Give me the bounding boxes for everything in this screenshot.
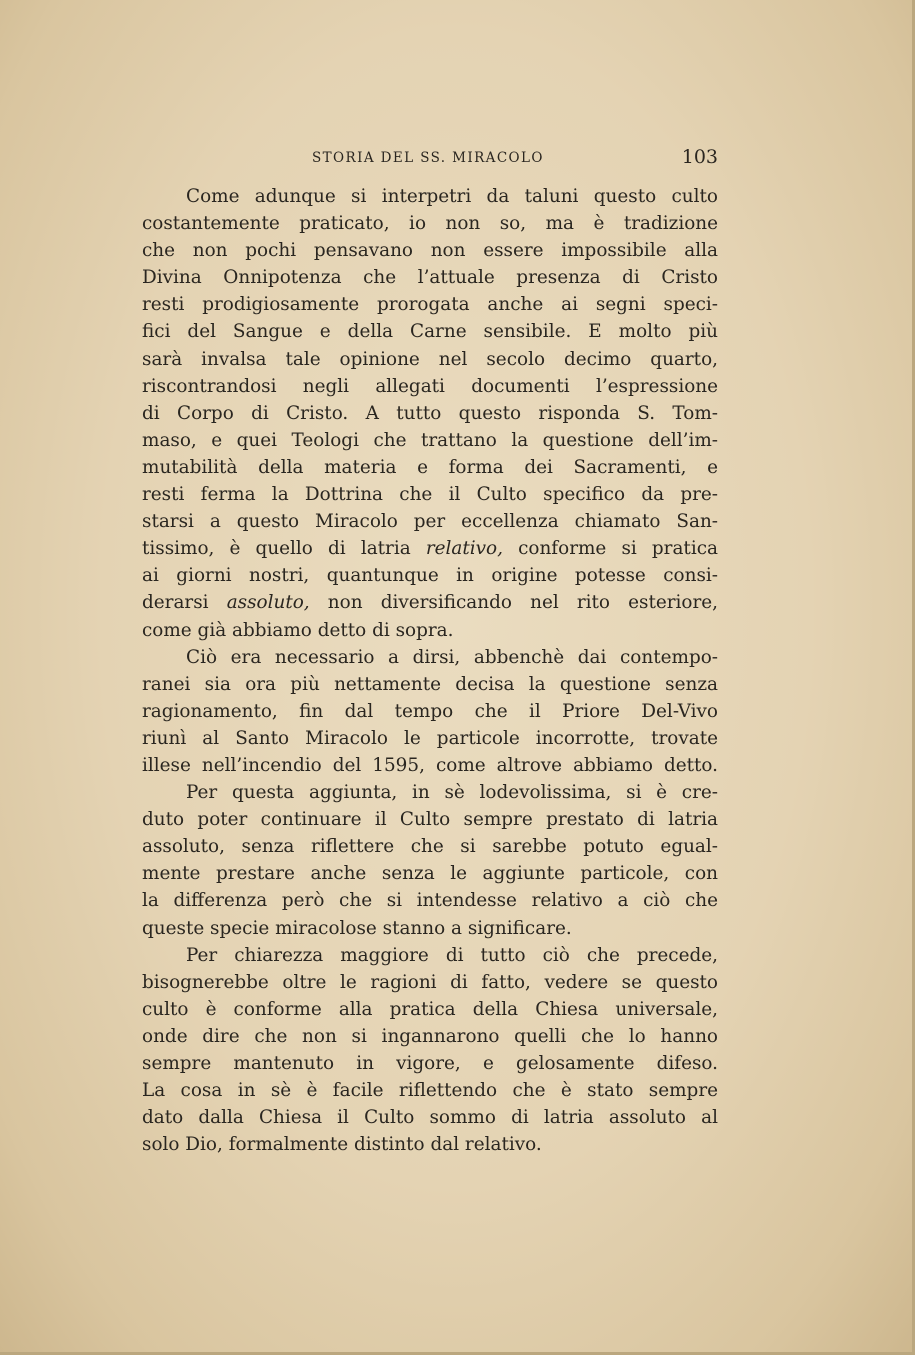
text-line: sempre mantenuto in vigore, e gelosamente difeso. [142,1053,718,1074]
text-segment: conforme si pratica [518,538,718,560]
text-line: mutabilità della materia e forma dei Sacramenti, e [142,456,718,478]
text-line: resti ferma la Dottrina che il Culto specifico da pre- [142,484,718,506]
paragraph-1 [142,183,718,644]
text-line: dato dalla Chiesa il Culto sommo di latria assoluto al [142,1107,718,1129]
text-line: Per chiarezza maggiore di tutto ciò che precede, [186,944,718,966]
text-line: ragionamento, fin dal tempo che il Priore Del-Vivo [142,700,718,722]
text-line: costantemente praticato, io non so, ma è tradizione [142,213,718,235]
text-line-with-italic [142,535,718,562]
text-segment: non diversificando nel rito esteriore, [327,592,718,614]
text-line: riunì al Santo Miracolo le particole incorrotte, trovate [142,727,718,749]
paragraph-3 [142,779,718,942]
text-line: come già abbiamo detto di sopra. [142,619,454,641]
page-header [142,146,718,172]
text-line: Come adunque si interpetri da taluni questo culto [186,186,718,207]
text-segment: derarsi [142,592,209,614]
italic-word-assoluto: assoluto, [226,592,310,614]
body-text [142,183,718,1158]
text-line: assoluto, senza riflettere che si sarebbe potuto egual- [142,836,718,858]
text-line: culto è conforme alla pratica della Chiesa universale, [142,998,718,1020]
text-line: di Corpo di Cristo. A tutto questo risponda S. Tom- [142,402,718,424]
text-line: maso, e quei Teologi che trattano la questione dell’im- [142,429,718,451]
text-line: resti prodigiosamente prorogata anche ai segni speci- [142,294,718,316]
text-line-with-italic [142,589,718,616]
text-line: fici del Sangue e della Carne sensibile. E molto più [142,321,718,343]
italic-word-relativo: relativo, [425,538,503,560]
text-line: queste specie miracolose stanno a significare. [142,917,572,939]
text-line: mente prestare anche senza le aggiunte particole, con [142,863,718,885]
text-line: che non pochi pensavano non essere impossibile alla [142,240,718,262]
text-line: solo Dio, formalmente distinto dal relativo. [142,1134,542,1156]
text-line: Ciò era necessario a dirsi, abbenchè dai contempo- [186,646,718,668]
text-line: Divina Onnipotenza che l’attuale presenza di Cristo [142,267,718,289]
text-line: duto poter continuare il Culto sempre prestato di latria [142,809,718,831]
paragraph-4 [142,942,718,1159]
text-line: ai giorni nostri, quantunque in origine potesse consi- [142,565,718,587]
text-line: starsi a questo Miracolo per eccellenza chiamato San- [142,511,718,533]
text-line: bisognerebbe oltre le ragioni di fatto, vedere se questo [142,971,718,993]
text-line: Per questa aggiunta, in sè lodevolissima, si è cre- [186,782,718,804]
paragraph-2 [142,644,718,779]
text-line: onde dire che non si ingannarono quelli che lo hanno [142,1025,718,1047]
text-line: sarà invalsa tale opinione nel secolo decimo quarto, [142,348,718,370]
text-line: illese nell’incendio del 1595, come altrove abbiamo detto. [142,754,718,776]
text-segment: tissimo, è quello di latria [142,538,411,560]
page-number: 103 [681,146,718,168]
text-line: la differenza però che si intendesse relativo a ciò che [142,890,718,912]
running-title: STORIA DEL SS. MIRACOLO [312,150,544,166]
text-line: ranei sia ora più nettamente decisa la questione senza [142,673,718,695]
text-line: riscontrandosi negli allegati documenti l’espressione [142,375,718,397]
text-line: La cosa in sè è facile riflettendo che è stato sempre [142,1080,718,1102]
